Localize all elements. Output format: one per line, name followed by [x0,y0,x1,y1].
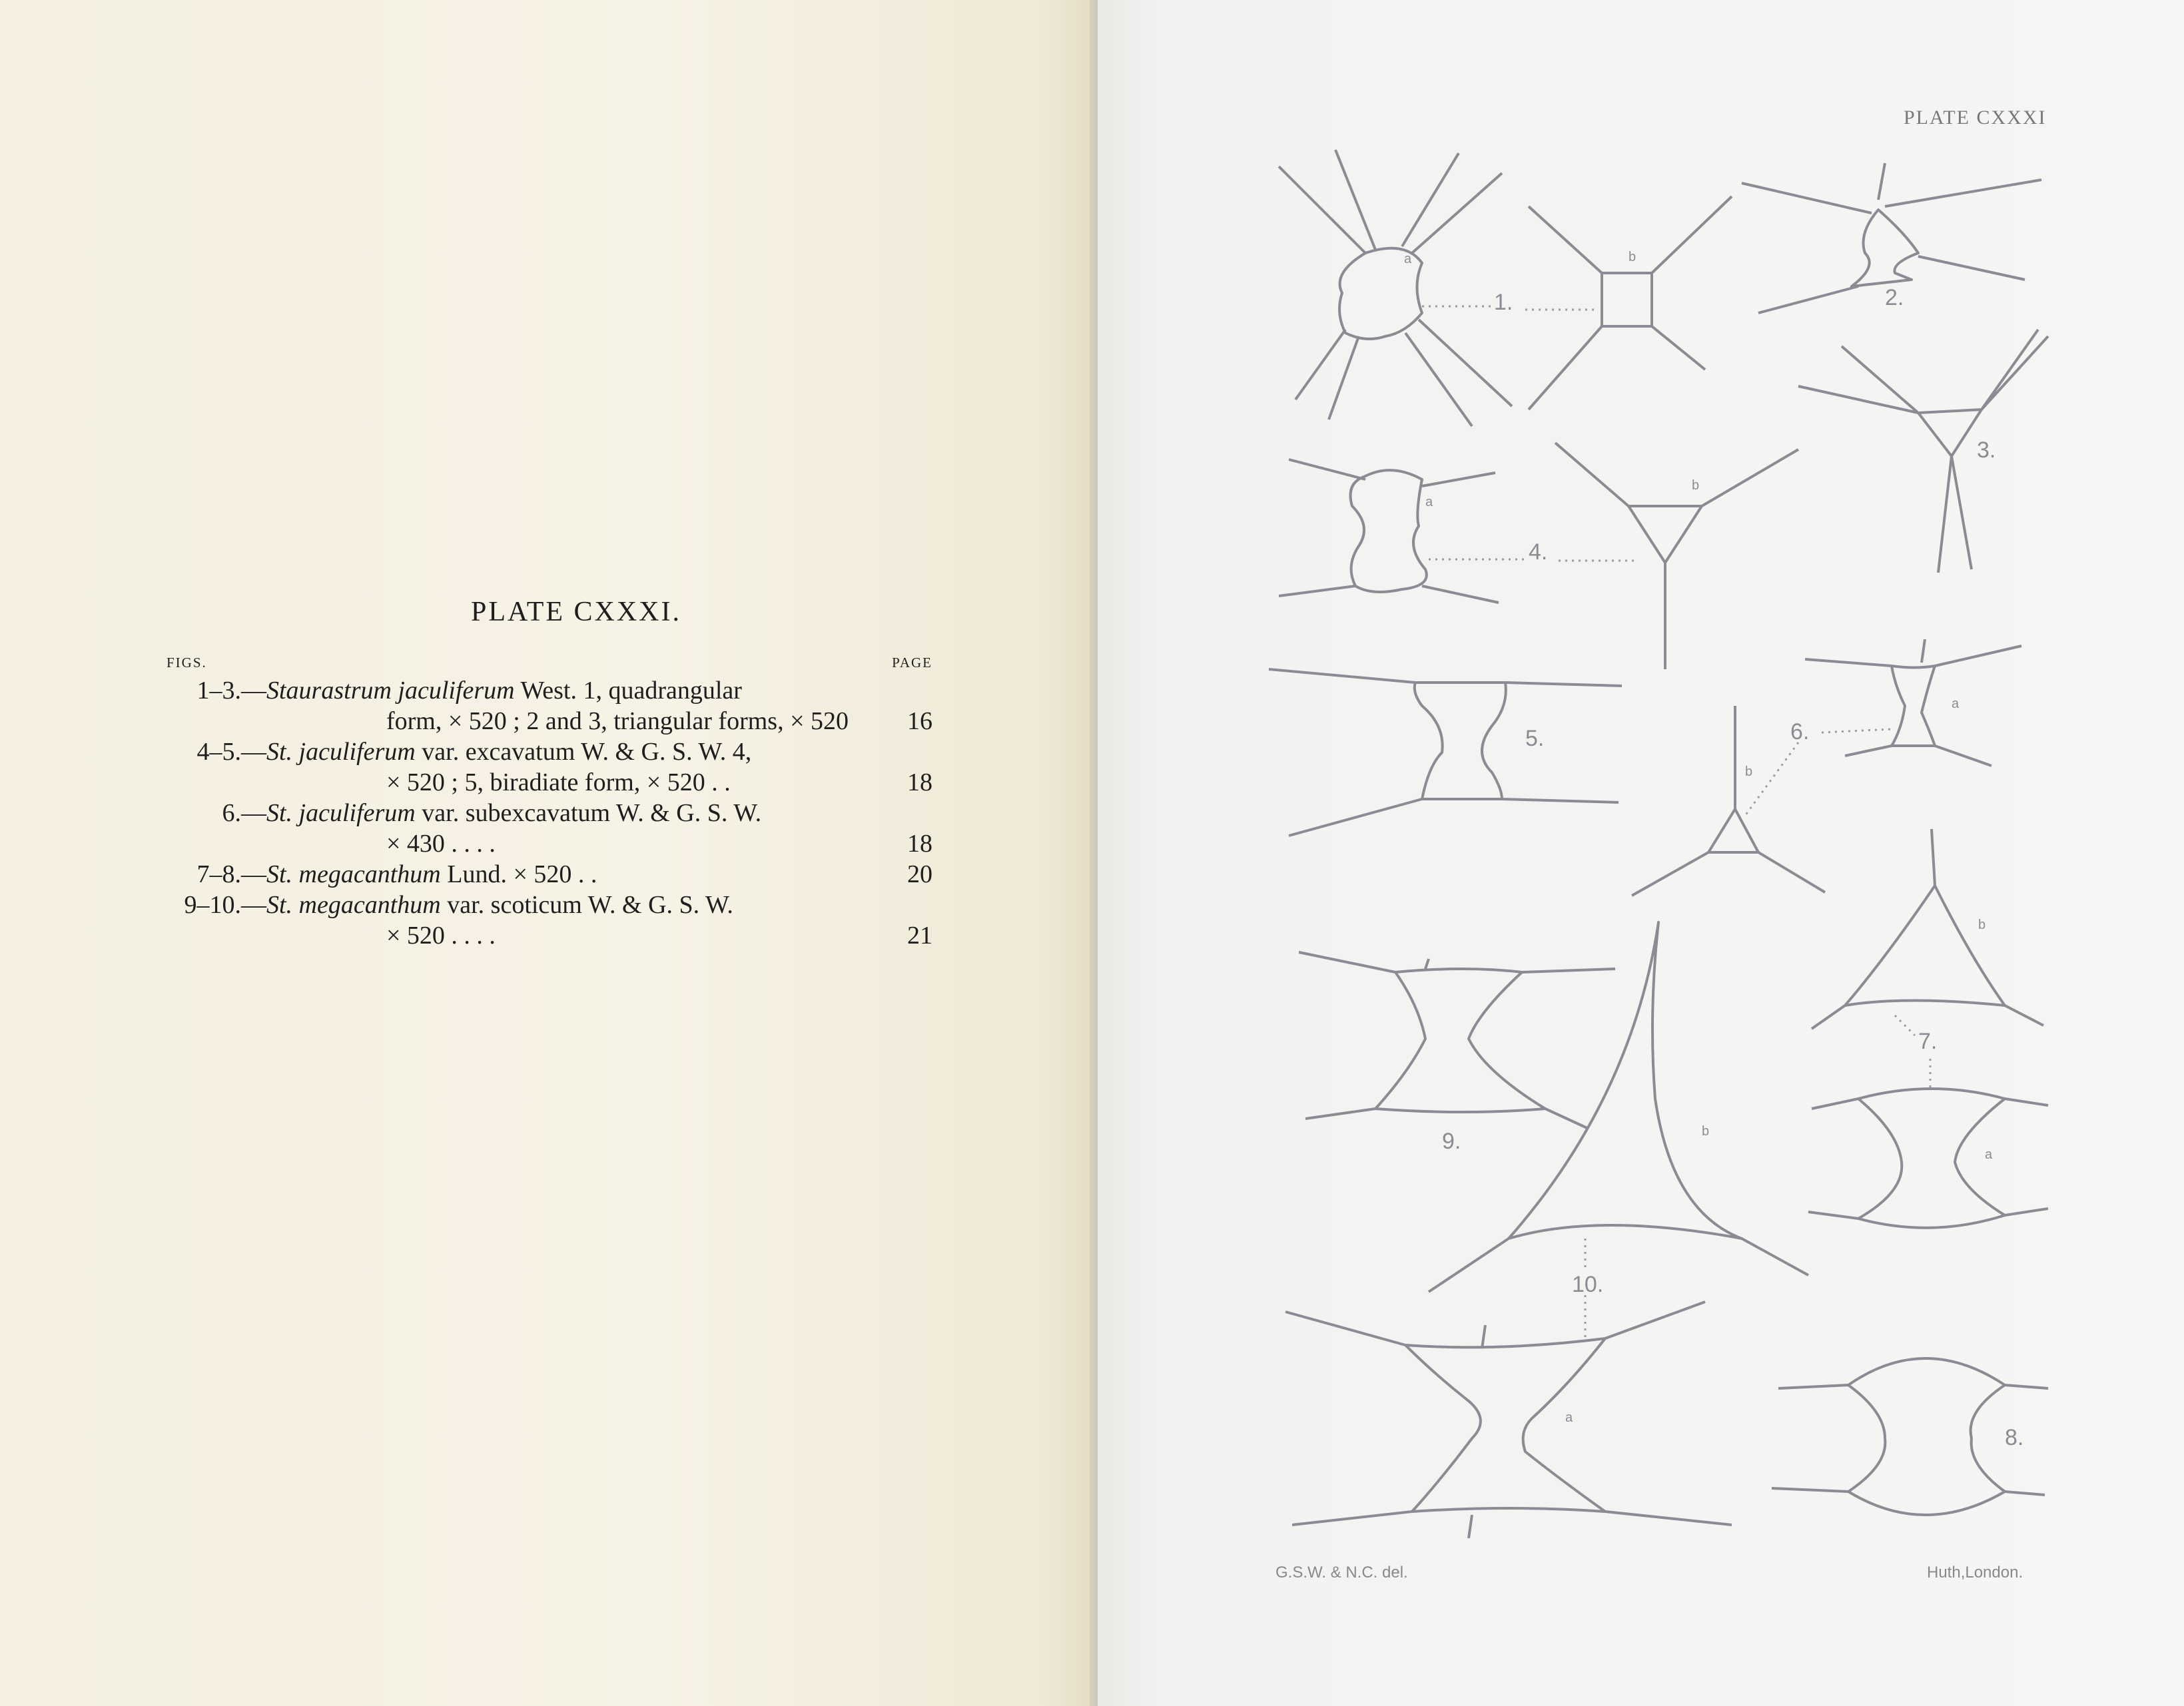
cell-outline [1708,809,1758,852]
figs-column-header: FIGS. [167,655,207,671]
figure-letter: a [1985,1147,1993,1162]
figure-number: 5. [1525,726,1545,751]
spine-process [1299,952,1615,1129]
spine-process [1429,1239,1808,1292]
taxon-name: St. megacanthum [266,860,441,888]
fig-range: 7–8.— [196,860,266,888]
entry-line1: var. excavatum W. & G. S. W. 4, [415,738,752,766]
figure-letter: b [1702,1124,1710,1139]
figure-letter: b [1692,478,1700,493]
figure-7a [1808,1089,2048,1228]
cell-outline [1892,666,1935,746]
leader-line [1745,729,1892,816]
spine-process [1279,150,1512,426]
page-number: 18 [907,768,932,796]
fig-range: 1–3.— [196,677,266,705]
figure-6a [1805,639,2021,766]
fig-range: 6.— [222,799,266,827]
figure-number: 4. [1529,539,1548,565]
cell-outline [1918,410,1982,456]
entry-line1: var. scoticum W. & G. S. W. [440,891,733,919]
page-number: 18 [907,830,932,858]
cell-outline [1602,273,1652,326]
figure-number: 7. [1918,1029,1938,1054]
cell-outline [1629,506,1702,563]
figure-5 [1269,669,1622,836]
cell-outline [1415,683,1506,799]
spine-process [1555,443,1798,669]
page-number: 16 [907,707,932,735]
figure-letter: a [1425,495,1433,509]
figure-number: 2. [1885,285,1904,310]
taxon-name: St. jaculiferum [266,799,416,827]
figure-number: 8. [2005,1425,2024,1450]
entry-line1: Lund. × 520 . . [440,860,597,888]
printer-credit: Huth,London. [1927,1564,2023,1581]
entry-line2: × 520 . . . . [386,922,496,950]
spine-process [1812,829,2043,1029]
figure-number: 6. [1790,719,1810,744]
taxon-name: St. megacanthum [266,891,441,919]
legend-title: PLATE CXXXI. [471,597,681,627]
figure-10b [1429,922,1808,1292]
cell-outline [1845,886,2005,1005]
figure-letter: a [1404,252,1412,266]
entry-line1: var. subexcavatum W. & G. S. W. [415,799,762,827]
draftsman-credit: G.S.W. & N.C. del. [1275,1564,1408,1581]
spine-process [1808,1099,2048,1219]
figure-2 [1742,163,2041,313]
figure-letter: a [1565,1410,1573,1425]
taxon-name: Staurastrum jaculiferum [266,677,515,705]
cell-outline [1375,969,1545,1112]
figure-1a [1279,150,1512,426]
figure-number: 3. [1977,437,1996,463]
page-number: 20 [907,860,932,888]
cell-outline [1509,922,1742,1239]
entry-line2: × 430 . . . . [386,830,496,858]
fig-range: 9–10.— [184,891,266,919]
figure-8 [1772,1358,2048,1515]
cell-outline [1858,1089,2005,1228]
entry-line2: × 520 ; 5, biradiate form, × 520 . . [386,768,731,796]
spine-process [1798,330,2048,573]
figure-number: 1. [1494,290,1513,315]
entry-line2: form, × 520 ; 2 and 3, triangular forms, × 520 [386,707,849,735]
entry-line1: West. 1, quadrangular [514,677,742,705]
taxon-name: St. jaculiferum [266,738,416,766]
figure-9 [1299,952,1615,1154]
figure-4b [1555,443,1798,669]
figure-letter: b [1745,764,1753,779]
figure-letter: b [1629,250,1637,264]
cell-outline [1405,1338,1605,1512]
figure-3 [1798,330,2048,573]
cell-outline [1848,1358,2005,1515]
cell-outline [1351,470,1427,592]
figure-4a [1279,459,1499,603]
spine-process [1285,1302,1732,1538]
page-column-header: PAGE [892,655,932,671]
cell-outline [1852,210,1918,286]
fig-range: 4–5.— [196,738,266,766]
spine-process [1279,459,1499,603]
spine-process [1269,669,1622,836]
figure-letter: b [1978,918,1986,932]
figure-7b [1812,829,2043,1029]
figure-number: 9. [1442,1129,1461,1154]
figure-number: 10. [1572,1272,1604,1297]
page-number: 21 [907,922,932,950]
spine-process [1529,196,1732,410]
figure-1b [1529,196,1732,410]
figure-10a [1285,1302,1732,1538]
plate-label: PLATE CXXXI [1904,107,2047,129]
figure-letter: a [1952,697,1960,711]
